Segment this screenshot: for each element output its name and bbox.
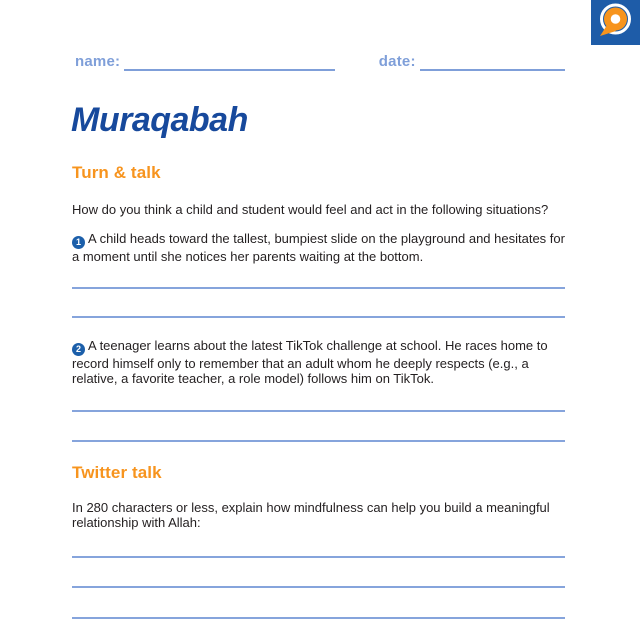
date-label: date:	[378, 53, 416, 70]
section-heading-twitter-talk: Twitter talk	[72, 463, 162, 482]
q-logo-graphic	[591, 0, 640, 45]
number-badge-2: 2	[72, 343, 85, 356]
answer-line	[72, 410, 565, 412]
name-blank-line	[124, 55, 335, 71]
turn-and-talk-intro: How do you think a child and student would feel and act in the following situations?	[72, 202, 549, 217]
section-heading-turn-and-talk: Turn & talk	[72, 163, 161, 182]
name-label: name:	[75, 53, 121, 70]
situation-item-1-text: A child heads toward the tallest, bumpiest slide on the playground and hesitates for a moment until she notices her parents waiting at the bottom.	[72, 231, 565, 264]
answer-line	[72, 440, 565, 442]
date-blank-line	[420, 55, 565, 71]
name-date-row	[75, 53, 565, 71]
situation-item-1	[72, 231, 568, 264]
answer-line	[72, 316, 565, 318]
answer-line	[72, 556, 565, 558]
number-badge-1: 1	[72, 236, 85, 249]
page-title: Muraqabah	[71, 101, 248, 139]
answer-line	[72, 617, 565, 619]
twitter-talk-intro: In 280 characters or less, explain how mindfulness can help you build a meaningful relationship with Allah:	[72, 500, 550, 530]
q-speech-bubble-logo	[591, 0, 640, 45]
situation-item-2-text: A teenager learns about the latest TikTok challenge at school. He races home to record himself only to remember that an adult whom he deeply respects (e.g., a relative, a favorite teacher, a role model) follows him on TikTok.	[72, 338, 548, 386]
situation-item-2	[72, 338, 568, 386]
answer-line	[72, 586, 565, 588]
answer-line	[72, 287, 565, 289]
